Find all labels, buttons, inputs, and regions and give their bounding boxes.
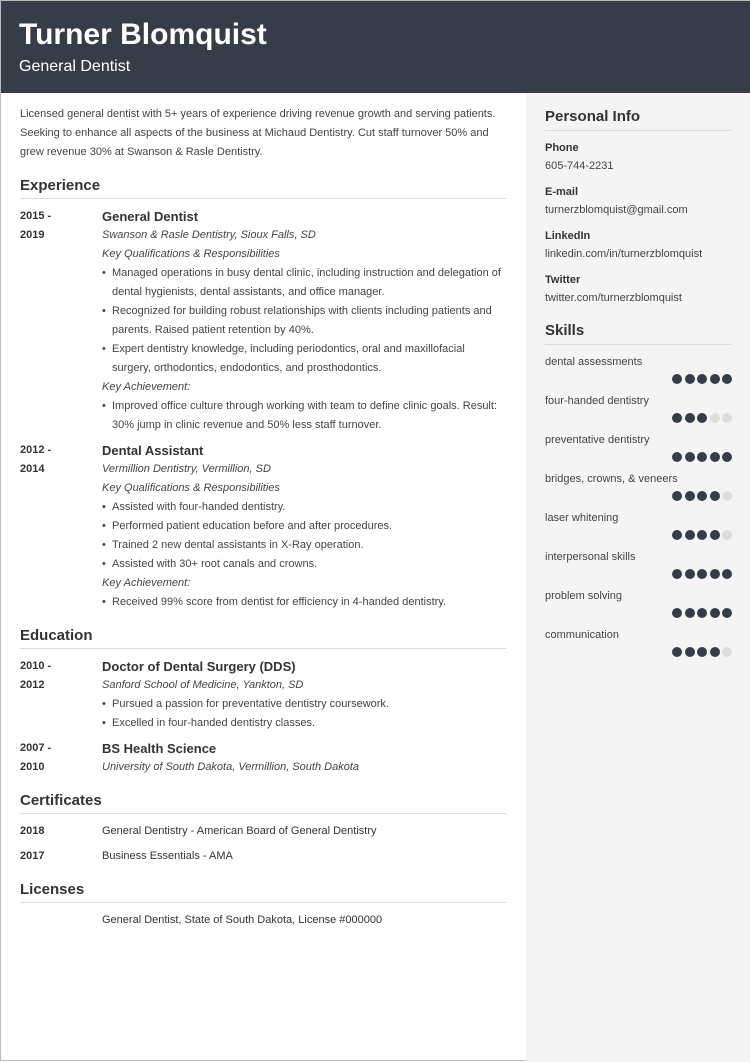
- filled-dot-icon: [672, 491, 682, 501]
- filled-dot-icon: [710, 608, 720, 618]
- filled-dot-icon: [697, 491, 707, 501]
- certificate-name: General Dentistry - American Board of General Dentistry: [102, 825, 377, 837]
- achievement-label: Key Achievement:: [102, 381, 191, 393]
- bullet-list: [102, 397, 506, 435]
- summary: Licensed general dentist with 5+ years of experience driving revenue growth and serving patients. Seeking to enhance all aspects of the business at Michaud Dentistry. Cut staff turnover 50% and grew revenue 30% at Swanson & Rasle Dentistry.: [20, 108, 496, 158]
- experience-entry: [20, 441, 506, 612]
- entry-body: [102, 657, 506, 733]
- personal-info-heading: Personal Info: [545, 107, 732, 131]
- filled-dot-icon: [672, 608, 682, 618]
- filled-dot-icon: [685, 452, 695, 462]
- start-date: 2010 -: [20, 660, 52, 672]
- filled-dot-icon: [710, 530, 720, 540]
- bullet-item: • Trained 2 new dental assistants in X-Ray operation.: [102, 536, 506, 555]
- empty-dot-icon: [722, 413, 732, 423]
- filled-dot-icon: [685, 530, 695, 540]
- end-date: 2019: [20, 229, 45, 241]
- bullet-item: • Assisted with 30+ root canals and crowns.: [102, 555, 506, 574]
- filled-dot-icon: [685, 569, 695, 579]
- certificate-year: 2017: [20, 850, 45, 862]
- filled-dot-icon: [685, 374, 695, 384]
- degree: Doctor of Dental Surgery (DDS): [102, 659, 296, 674]
- achievement-label: Key Achievement:: [102, 577, 191, 589]
- info-label: Twitter: [545, 274, 581, 286]
- qualifications-label: Key Qualifications & Responsibilities: [102, 248, 280, 260]
- education-entry: [20, 739, 506, 777]
- date-range: [20, 739, 102, 777]
- filled-dot-icon: [710, 374, 720, 384]
- certificates-heading: Certificates: [20, 791, 506, 814]
- qualifications-label: Key Qualifications & Responsibilities: [102, 482, 280, 494]
- skill-name: preventative dentistry: [545, 434, 650, 446]
- empty-dot-icon: [722, 530, 732, 540]
- filled-dot-icon: [697, 647, 707, 657]
- filled-dot-icon: [710, 569, 720, 579]
- certificate-name: Business Essentials - AMA: [102, 850, 233, 862]
- sidebar: [526, 93, 750, 1062]
- skill-name: four-handed dentistry: [545, 395, 649, 407]
- bullet-item: • Assisted with four-handed dentistry.: [102, 498, 506, 517]
- filled-dot-icon: [722, 569, 732, 579]
- licenses-list: [20, 911, 506, 930]
- bullet-item: • Pursued a passion for preventative dentistry coursework.: [102, 695, 506, 714]
- bullet-item: • Excelled in four-handed dentistry classes.: [102, 714, 506, 733]
- company: Vermillion Dentistry, Vermillion, SD: [102, 463, 271, 475]
- skills-list: [545, 353, 732, 657]
- filled-dot-icon: [685, 647, 695, 657]
- certificate-year: 2018: [20, 825, 45, 837]
- license-entry: [20, 911, 506, 930]
- filled-dot-icon: [697, 374, 707, 384]
- degree: BS Health Science: [102, 741, 217, 756]
- skill-rating: [545, 608, 732, 618]
- education-entry: [20, 657, 506, 733]
- personal-info-list: [545, 139, 732, 307]
- filled-dot-icon: [672, 569, 682, 579]
- skill-name: communication: [545, 629, 619, 641]
- skill-name: bridges, crowns, & veneers: [545, 473, 678, 485]
- filled-dot-icon: [697, 569, 707, 579]
- job-title: Dental Assistant: [102, 443, 204, 458]
- skill-name: laser whitening: [545, 512, 619, 524]
- start-date: 2015 -: [20, 210, 52, 222]
- certificate-entry: [20, 847, 506, 866]
- bullet-list: [102, 498, 506, 574]
- skill-rating: [545, 569, 732, 579]
- skill-rating: [545, 452, 732, 462]
- bullet-item: • Improved office culture through working with team to define clinic goals. Result: 30% jump in clinic revenue and 50% less staff turnover.: [102, 397, 506, 435]
- entry-body: [102, 739, 506, 777]
- info-value: turnerzblomquist@gmail.com: [545, 204, 688, 216]
- info-label: LinkedIn: [545, 230, 591, 242]
- bullet-list: [102, 695, 506, 733]
- filled-dot-icon: [672, 530, 682, 540]
- skill-rating: [545, 374, 732, 384]
- skill-name: dental assessments: [545, 356, 643, 368]
- entry-body: [102, 207, 506, 435]
- start-date: 2007 -: [20, 742, 52, 754]
- main-column: [20, 105, 506, 932]
- license-name: General Dentist, State of South Dakota, License #000000: [102, 914, 383, 926]
- company: Swanson & Rasle Dentistry, Sioux Falls, SD: [102, 229, 316, 241]
- bullet-item: • Expert dentistry knowledge, including periodontics, oral and maxillofacial surgery, orthodontics, endodontics, and prosthodontics.: [102, 340, 506, 378]
- bullet-item: • Received 99% score from dentist for efficiency in 4-handed dentistry.: [102, 593, 506, 612]
- end-date: 2012: [20, 679, 45, 691]
- certificate-entry: [20, 822, 506, 841]
- end-date: 2010: [20, 761, 45, 773]
- resume-header: [1, 1, 750, 93]
- bullet-item: • Recognized for building robust relationships with clients including patients and parents. Raised patient retention by 40%.: [102, 302, 506, 340]
- info-label: Phone: [545, 142, 579, 154]
- filled-dot-icon: [722, 374, 732, 384]
- info-value: twitter.com/turnerzblomquist: [545, 292, 682, 304]
- education-heading: Education: [20, 626, 506, 649]
- candidate-name: Turner Blomquist: [19, 18, 267, 51]
- filled-dot-icon: [722, 452, 732, 462]
- certificates-list: [20, 822, 506, 866]
- entry-body: [102, 441, 506, 612]
- empty-dot-icon: [722, 491, 732, 501]
- skill-name: problem solving: [545, 590, 623, 602]
- license-date: [20, 911, 102, 930]
- filled-dot-icon: [697, 608, 707, 618]
- skill-rating: [545, 491, 732, 501]
- filled-dot-icon: [710, 647, 720, 657]
- experience-list: [20, 207, 506, 612]
- filled-dot-icon: [710, 452, 720, 462]
- filled-dot-icon: [697, 530, 707, 540]
- filled-dot-icon: [710, 491, 720, 501]
- bullet-list: [102, 264, 506, 378]
- bullet-list: [102, 593, 506, 612]
- bullet-item: • Managed operations in busy dental clinic, including instruction and delegation of dental hygienists, dental assistants, and office manager.: [102, 264, 506, 302]
- date-range: [20, 441, 102, 612]
- filled-dot-icon: [722, 608, 732, 618]
- education-list: [20, 657, 506, 777]
- date-range: [20, 657, 102, 733]
- empty-dot-icon: [710, 413, 720, 423]
- info-value: linkedin.com/in/turnerzblomquist: [545, 248, 703, 260]
- licenses-heading: Licenses: [20, 880, 506, 903]
- filled-dot-icon: [672, 413, 682, 423]
- filled-dot-icon: [672, 452, 682, 462]
- skills-heading: Skills: [545, 321, 732, 345]
- date-range: [20, 207, 102, 435]
- filled-dot-icon: [697, 413, 707, 423]
- experience-heading: Experience: [20, 176, 506, 199]
- skill-rating: [545, 413, 732, 423]
- empty-dot-icon: [722, 647, 732, 657]
- end-date: 2014: [20, 463, 45, 475]
- filled-dot-icon: [685, 413, 695, 423]
- filled-dot-icon: [697, 452, 707, 462]
- job-title: General Dentist: [102, 209, 199, 224]
- filled-dot-icon: [672, 647, 682, 657]
- info-label: E-mail: [545, 186, 579, 198]
- experience-entry: [20, 207, 506, 435]
- skill-rating: [545, 530, 732, 540]
- filled-dot-icon: [685, 491, 695, 501]
- start-date: 2012 -: [20, 444, 52, 456]
- filled-dot-icon: [672, 374, 682, 384]
- skill-name: interpersonal skills: [545, 551, 636, 563]
- bullet-item: • Performed patient education before and after procedures.: [102, 517, 506, 536]
- school: University of South Dakota, Vermillion, South Dakota: [102, 761, 359, 773]
- skill-rating: [545, 647, 732, 657]
- school: Sanford School of Medicine, Yankton, SD: [102, 679, 304, 691]
- filled-dot-icon: [685, 608, 695, 618]
- candidate-title: General Dentist: [19, 58, 131, 75]
- info-value: 605-744-2231: [545, 160, 614, 172]
